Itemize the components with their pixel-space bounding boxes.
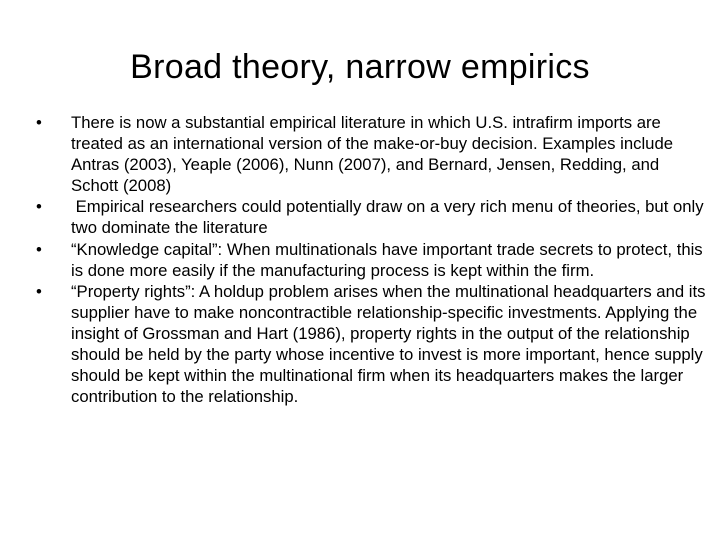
bullet-item-4 xyxy=(36,281,708,408)
bullet-text-3: “Knowledge capital”: When multinationals have important trade secrets to protect, this is done more easily if the manufacturing process is kept within the firm. xyxy=(71,239,703,280)
slide-title: Broad theory, narrow empirics xyxy=(130,48,590,86)
bullet-item-2 xyxy=(36,196,708,238)
bullet-list xyxy=(36,112,708,407)
bullet-text-2: Empirical researchers could potentially draw on a very rich menu of theories, but only two dominate the literature xyxy=(71,197,709,238)
bullet-marker: • xyxy=(36,239,42,259)
bullet-text-4: “Property rights”: A holdup problem arises when the multinational headquarters and its supplier have to make noncontractible relationship-specific investments. Applying the insight of Grossman and Hart (1986), property rights in the output of the relationship should be held by the party whose incentive to invest is more important, hence supply should be kept within the multinational firm when its headquarters makes the larger contribution to the relationship. xyxy=(71,281,706,407)
bullet-item-3 xyxy=(36,239,708,281)
bullet-marker: • xyxy=(36,281,42,301)
bullet-marker: • xyxy=(36,197,42,217)
bullet-text-1: There is now a substantial empirical literature in which U.S. intrafirm imports are treated as an international version of the make-or-buy decision. Examples include Antras (2003), Yeaple (2006), Nunn (2007), and Bernard, Jensen, Redding, and Schott (2008) xyxy=(71,113,674,196)
bullet-item-1 xyxy=(36,112,708,196)
bullet-marker: • xyxy=(36,113,42,132)
